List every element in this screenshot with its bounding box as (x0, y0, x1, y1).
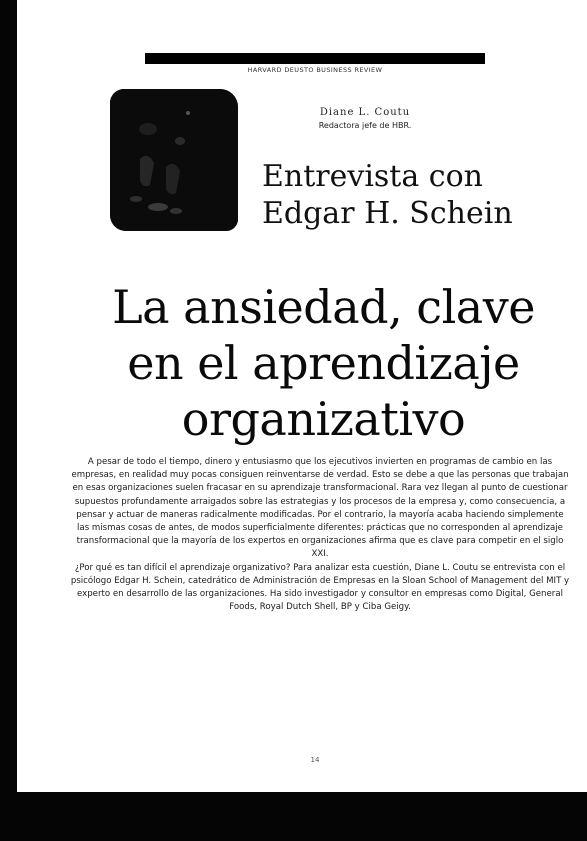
article-headline (60, 279, 587, 447)
author-role: Redactora jefe de HBR. (318, 121, 412, 130)
page-number: 14 (310, 756, 320, 764)
scan-border-bottom (0, 792, 587, 841)
lede-paragraph-1: A pesar de todo el tiempo, dinero y entusiasmo que los ejecutivos invierten en programas de cambio en las empresas, en realidad muy pocas consiguen reinventarse de verdad. Esto se debe a que las personas que trabajan en esas organizaciones suelen fracasar en su aprendizaje transformacional. Rara vez llegan al punto de cuestionar supuestos profundamente arraigados sobre las estrategias y los procesos de la empresa y, como consecuencia, a pensar y actuar de maneras radicalmente modificadas. Por el contrario, la mayoría acaba haciendo simplemente las mismas cosas de antes, de modos superficialmente diferentes: prácticas que no corresponden al aprendizaje transformacional que la mayoría de los expertos en organizaciones afirma que es clave para competir en el siglo XXI. (71, 457, 569, 560)
lede-paragraph-2: ¿Por qué es tan difícil el aprendizaje organizativo? Para analizar esta cuestión, Diane L. Coutu se entrevista con el psicólogo Edgar H. Schein, catedrático de Administración de Empresas en la Sloan School of Management del MIT y experto en desarrollo de las organizaciones. Ha sido investigador y consultor en empresas como Digital, General Foods, Royal Dutch Shell, BP y Ciba Geigy. (70, 562, 570, 613)
header-rule (145, 53, 485, 64)
headline-line-1: La ansiedad, clave (112, 280, 535, 334)
author-name: Diane L. Coutu (319, 107, 411, 118)
interview-subtitle (262, 158, 582, 232)
journal-name: HARVARD DEUSTO BUSINESS REVIEW (247, 66, 383, 74)
headline-line-3: organizativo (181, 392, 466, 446)
subtitle-line-2: Edgar H. Schein (262, 196, 513, 231)
scan-border-left (0, 0, 17, 841)
article-lede (70, 456, 570, 614)
photo-image (110, 89, 238, 231)
subtitle-line-1: Entrevista con (262, 159, 483, 194)
author-photo (110, 89, 238, 231)
headline-line-2: en el aprendizaje (127, 336, 520, 390)
